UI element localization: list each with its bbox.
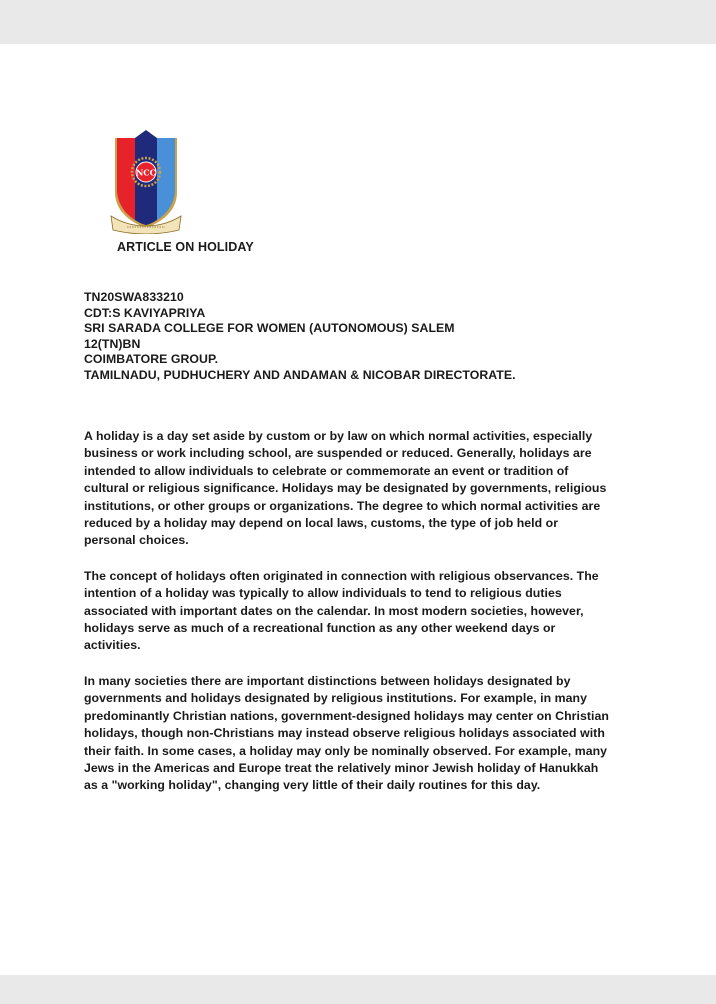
directorate-name: TAMILNADU, PUDHUCHERY AND ANDAMAN & NICOBAR DIRECTORATE. <box>84 367 516 382</box>
article-paragraph: In many societies there are important distinctions between holidays designated by governments and holidays designated by religious institutions. For example, in many predominantly Christian nations, government-designed holidays may center on Christian holidays, though non-Christians may instead observe religious holidays associated with their faith. In some cases, a holiday may only be nominally observed. For example, many Jews in the Americas and Europe treat the relatively minor Jewish holiday of Hanukkah as a "working holiday", changing very little of their daily routines for this day. <box>84 673 609 793</box>
document-page <box>0 44 716 975</box>
battalion: 12(TN)BN <box>84 336 141 351</box>
article-title: ARTICLE ON HOLIDAY <box>117 240 254 254</box>
ncc-emblem-logo <box>107 130 185 234</box>
article-paragraph: The concept of holidays often originated in connection with religious observances. The intention of a holiday was typically to allow individuals to tend to religious duties associated with important dates on the calendar. In most modern societies, however, holidays serve as much of a recreational function as any other weekend days or activities. <box>84 568 599 653</box>
group-name: COIMBATORE GROUP. <box>84 352 219 366</box>
cadet-regimental-number: TN20SWA833210 <box>84 290 184 304</box>
cadet-name: CDT:S KAVIYAPRIYA <box>84 305 206 320</box>
college-name: SRI SARADA COLLEGE FOR WOMEN (AUTONOMOUS) SALEM <box>84 321 455 335</box>
article-paragraph: A holiday is a day set aside by custom or by law on which normal activities, especially business or work including school, are suspended or reduced. Generally, holidays are intended to allow individuals to celebrate or commemorate an event or tradition of cultural or religious significance. Holidays may be designated by governments, religious institutions, or other groups or organizations. The degree to which normal activities are reduced by a holiday may depend on local laws, customs, the type of job held or personal choices. <box>84 429 607 548</box>
cadet-info-block <box>84 290 516 383</box>
article-body <box>84 428 634 813</box>
emblem-text: NCC <box>135 167 157 178</box>
